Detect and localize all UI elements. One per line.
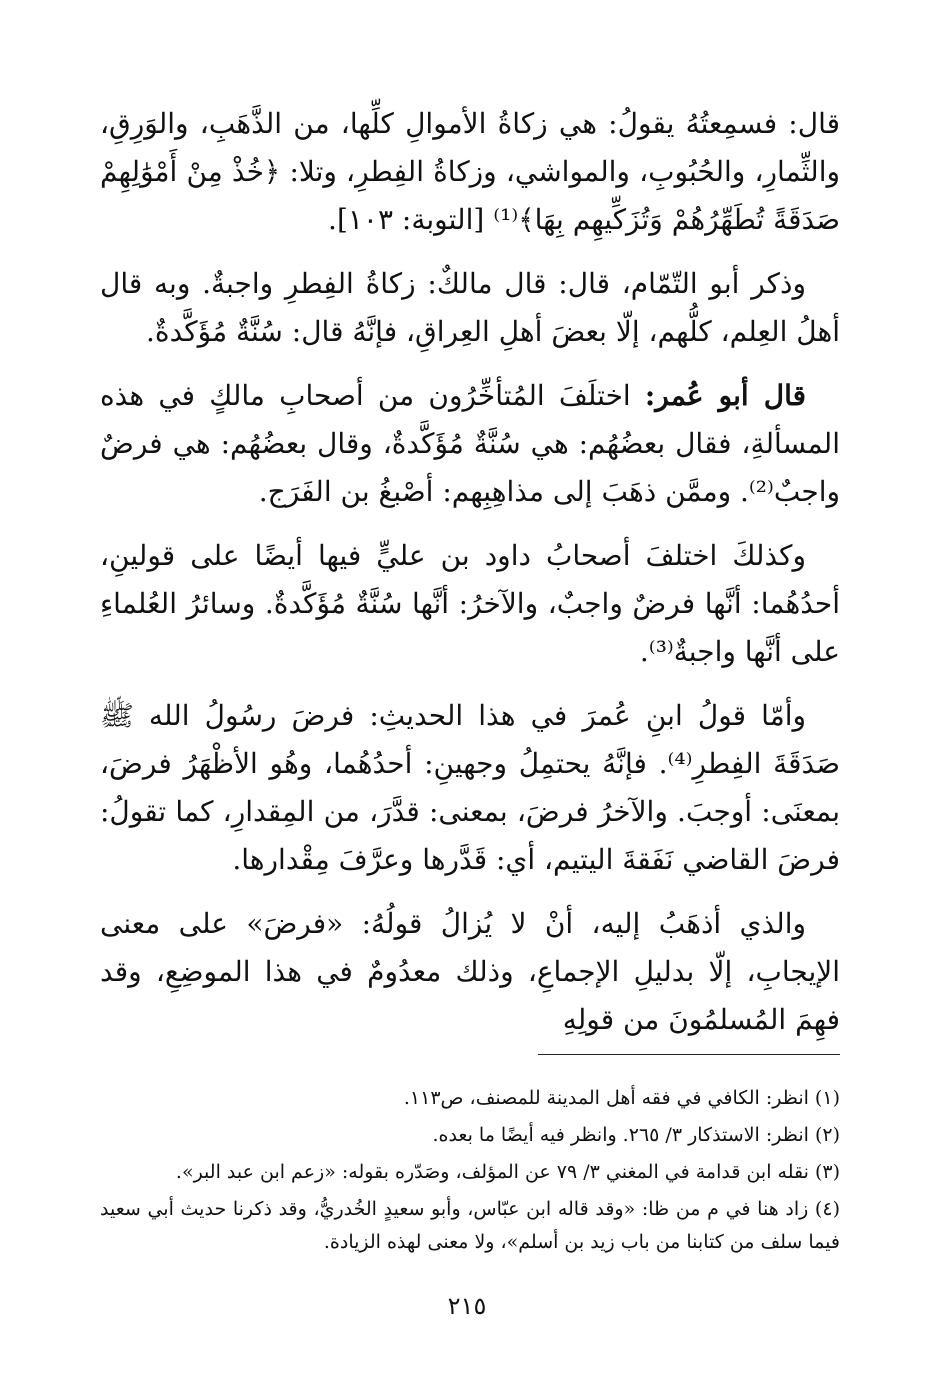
paragraph-text: وذكر أبو التّمّام، قال: قال مالكٌ: زكاةُ الفِطرِ واجبةٌ. وبه قال أهلُ العِلم، كلُّهم، إلّا بعضَ أهلِ العِراقِ، فإنَّهُ قال: سُنَّةٌ مُؤَكَّدةٌ. [100,267,840,348]
footnote-3: (٣) نقله ابن قدامة في المغني ٣/ ٧٩ عن المؤلف، وصَدّره بقوله: «زعم ابن عبد البر». [175,1161,840,1183]
paragraph-text: اختلَفَ المُتأخِّرُون من أصحابِ مالكٍ في هذه المسألةِ، فقال بعضُهُم: هي سُنَّةٌ مُؤَكَّدةٌ، وقال بعضُهُم: هي فرضٌ واجبٌ⁽²⁾. وممَّن ذهَبَ إلى مذاهِبِهم: أصْبغُ بن الفَرَج. [100,379,840,508]
paragraph-5 [100,692,840,884]
page-number: ٢١٥ [447,1292,487,1320]
paragraph-4 [100,532,840,676]
footnotes [100,1082,840,1263]
paragraph-text: قال: فسمِعتُهُ يقولُ: هي زكاةُ الأموالِ كلِّها، من الذَّهَبِ، والوَرِقِ، والثِّمارِ، والحُبُوبِ، والمواشي، وزكاةُ الفِطرِ، وتلا: ﴿خُذْ مِنْ أَمْوَٰلِهِمْ صَدَقَةً تُطَهِّرُهُمْ وَتُزَكِّيهِم بِهَا﴾⁽¹⁾ [التوبة: ١٠٣]. [100,107,840,236]
main-text [100,100,840,1060]
paragraph-text: والذي أذهَبُ إليه، أنْ لا يُزالُ قولُهُ: «فرضَ» على معنى الإيجابِ، إلّا بدليلِ الإجماعِ، وذلك معدُومٌ في هذا الموضِعِ، وقد فهِمَ المُسلمُونَ من قولِهِ [100,907,841,1036]
footnote-2: (٢) انظر: الاستذكار ٣/ ٢٦٥. وانظر فيه أيضًا ما بعده. [432,1124,840,1146]
paragraph-text: وكذلكَ اختلفَ أصحابُ داود بن عليٍّ فيها أيضًا على قولينِ، أحدُهُما: أنَّها فرضٌ واجبٌ، والآخرُ: أنَّها سُنَّةٌ مُؤَكَّدةٌ. وسائرُ العُلماءِ على أنَّها واجبةٌ⁽³⁾. [100,539,840,668]
footnote-divider [538,1054,840,1055]
paragraph-6 [100,900,840,1044]
paragraph-lead: قال أبو عُمر: [644,379,806,412]
paragraph-2 [100,260,840,356]
paragraph-3 [100,372,840,516]
paragraph-1 [100,100,840,244]
footnote-1: (١) انظر: الكافي في فقه أهل المدينة للمصنف، ص١١٣. [403,1087,840,1109]
footnote-4: (٤) زاد هنا في م من ظا: «وقد قاله ابن عبّاس، وأبو سعيدٍ الخُدريُّ، وقد ذكرنا حديث أبي سعيد فيما سلف من كتابنا من باب زيد بن أسلم»، ولا معنى لهذه الزيادة. [100,1198,840,1253]
paragraph-text: وأمّا قولُ ابنِ عُمرَ في هذا الحديثِ: فرضَ رسُولُ الله ﷺ صَدَقَةَ الفِطرِ⁽⁴⁾. فإنَّهُ يحتمِلُ وجهينِ: أحدُهُما، وهُو الأظْهَرُ فرضَ، بمعنَى: أوجبَ. والآخرُ فرضَ، بمعنى: قدَّرَ، من المِقدارِ، كما تقولُ: فرضَ القاضي نَفَقةَ اليتيم، أي: قَدَّرها وعرَّفَ مِقْدارها. [100,699,840,876]
